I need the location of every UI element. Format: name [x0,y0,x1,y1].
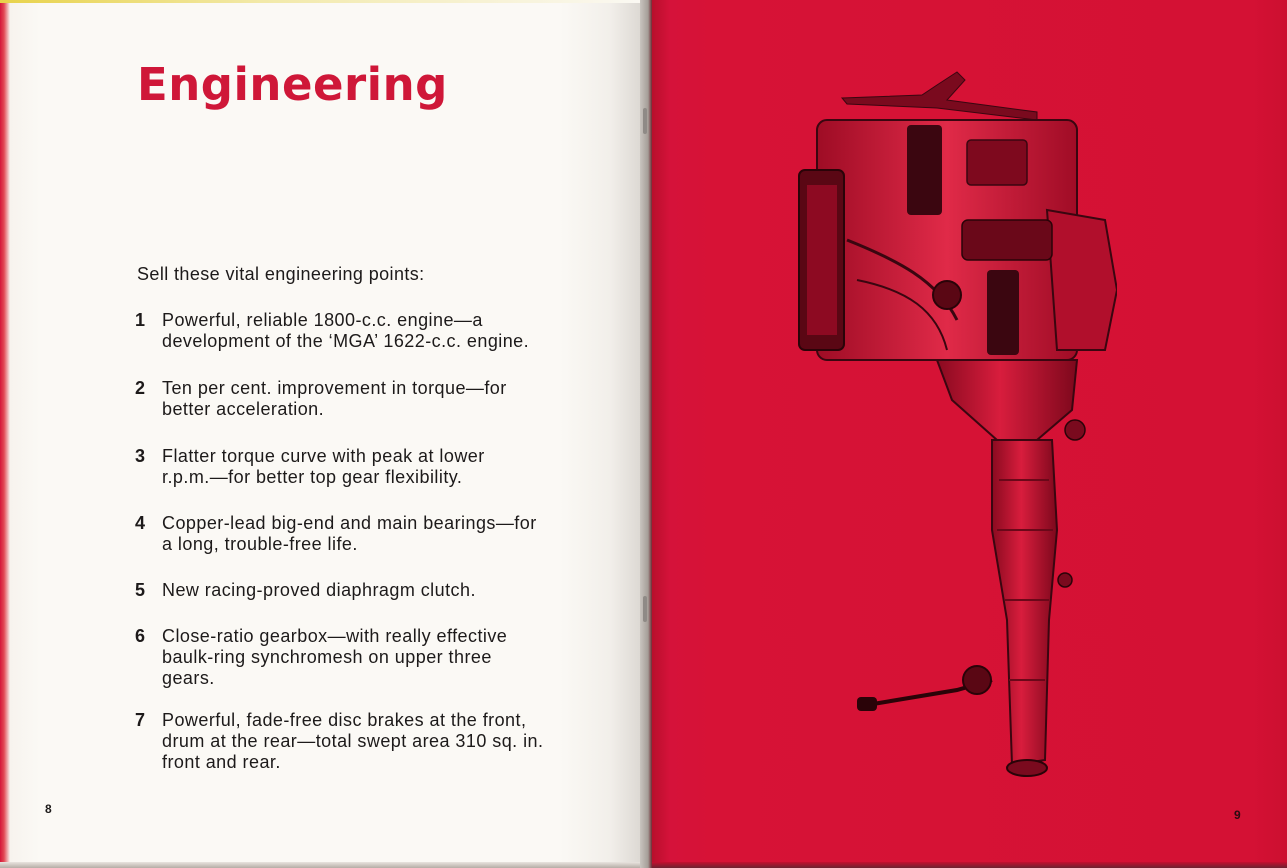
page-title: Engineering [137,58,448,111]
point-text: Copper-lead big-end and main bearings—for a long, trouble-free life. [162,513,537,554]
point-text: Powerful, fade-free disc brakes at the front, drum at the rear—total swept area 310 sq. in. front and rear. [162,710,544,772]
intro-text: Sell these vital engineering points: [137,264,425,284]
point-number: 2 [135,378,146,398]
point-text: Close-ratio gearbox—with really effective baulk-ring synchromesh on upper three gears. [162,626,508,688]
page-number-right: 9 [1234,808,1241,822]
page-edge [0,862,652,868]
staple [643,596,647,622]
point-number: 1 [135,310,146,330]
staple [643,108,647,134]
point-number: 7 [135,710,146,730]
right-page [652,0,1287,868]
point-number: 3 [135,446,146,466]
point-text: Powerful, reliable 1800-c.c. engine—a development of the ‘MGA’ 1622-c.c. engine. [162,310,530,351]
point-number: 5 [135,580,146,600]
page-edge [652,862,1287,868]
point-text: New racing-proved diaphragm clutch. [162,580,476,600]
point-number: 4 [135,513,146,533]
point-text: Ten per cent. improvement in torque—for better acceleration. [162,378,507,419]
page-edge [0,0,652,3]
page-number-left: 8 [45,802,52,816]
point-number: 6 [135,626,146,646]
engine-gearbox-photo-icon [787,60,1117,785]
point-text: Flatter torque curve with peak at lower r.p.m.—for better top gear flexibility. [162,446,485,487]
